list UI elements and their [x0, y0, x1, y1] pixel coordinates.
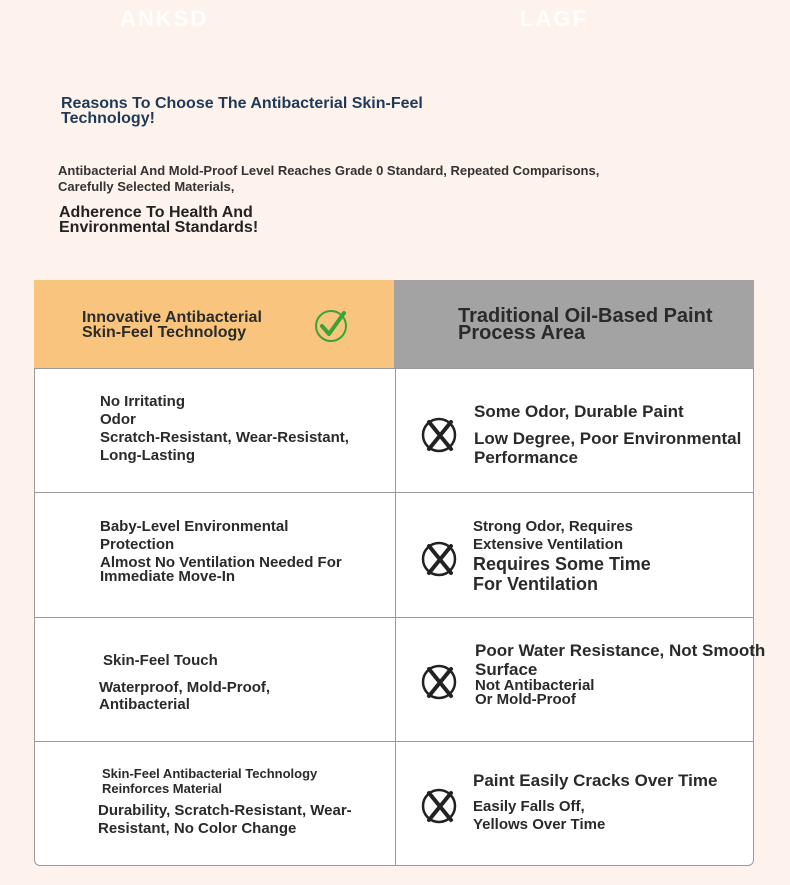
traditional-header-title: Traditional Oil-Based Paint Process Area — [458, 305, 713, 344]
row-divider — [35, 492, 753, 493]
innovative-header-title: Innovative Antibacterial Skin-Feel Technology — [82, 309, 262, 341]
row-4-right-secondary: Easily Falls Off, Yellows Over Time — [473, 798, 606, 833]
row-1-left-primary: No Irritating Odor — [100, 393, 185, 428]
comparison-body — [34, 368, 766, 866]
row-1-right-secondary: Low Degree, Poor Environmental Performance — [474, 429, 742, 467]
row-4-left-secondary: Durability, Scratch-Resistant, Wear-Resistant, No Color Change — [98, 802, 352, 837]
row-1-right-primary: Some Odor, Durable Paint — [474, 402, 684, 421]
intro-standards-text: Adherence To Health And Environmental Standards! — [59, 204, 259, 236]
row-3-right-primary: Poor Water Resistance, Not Smooth Surface — [475, 641, 766, 679]
row-4-right — [473, 771, 743, 834]
x-circle-icon — [420, 663, 458, 701]
row-3-left-primary: Skin-Feel Touch — [103, 652, 218, 669]
page-heading: Reasons To Choose The Antibacterial Skin-Feel Technology! — [61, 95, 423, 127]
row-4-left — [98, 766, 402, 838]
row-2-right-secondary: Requires Some Time For Ventilation — [473, 554, 651, 594]
row-3-left — [99, 652, 363, 713]
check-circle-icon — [314, 307, 350, 343]
row-divider — [35, 741, 753, 742]
row-4-right-primary: Paint Easily Cracks Over Time — [473, 771, 718, 790]
row-4-left-primary: Skin-Feel Antibacterial Technology Reinforces Material — [102, 766, 318, 796]
x-circle-icon — [420, 540, 458, 578]
row-divider — [35, 617, 753, 618]
brand-logo-right: LAGF — [520, 6, 588, 31]
row-2-right — [473, 518, 673, 594]
innovative-header — [34, 280, 394, 368]
row-3-right-secondary: Not Antibacterial Or Mold-Proof — [475, 677, 595, 708]
x-circle-icon — [420, 787, 458, 825]
row-3-left-secondary: Waterproof, Mold-Proof, Antibacterial — [99, 679, 271, 713]
intro-text: Antibacterial And Mold-Proof Level Reaches Grade 0 Standard, Repeated Comparisons, Carefully Selected Materials, — [58, 163, 600, 194]
row-2-right-primary: Strong Odor, Requires Extensive Ventilation — [473, 518, 634, 553]
row-1-left-secondary: Scratch-Resistant, Wear-Resistant, Long-Lasting — [100, 429, 349, 464]
row-3-right — [475, 641, 775, 707]
row-1-left — [100, 393, 360, 465]
row-2-left-secondary: Almost No Ventilation Needed For Immediate Move-In — [100, 554, 342, 585]
brand-logo-left: ANKSD — [120, 6, 209, 31]
row-2-left — [100, 518, 360, 584]
row-2-left-primary: Baby-Level Environmental Protection — [100, 518, 289, 553]
traditional-header — [394, 280, 754, 368]
row-1-right — [474, 402, 744, 467]
comparison-table — [34, 280, 766, 866]
x-circle-icon — [420, 416, 458, 454]
